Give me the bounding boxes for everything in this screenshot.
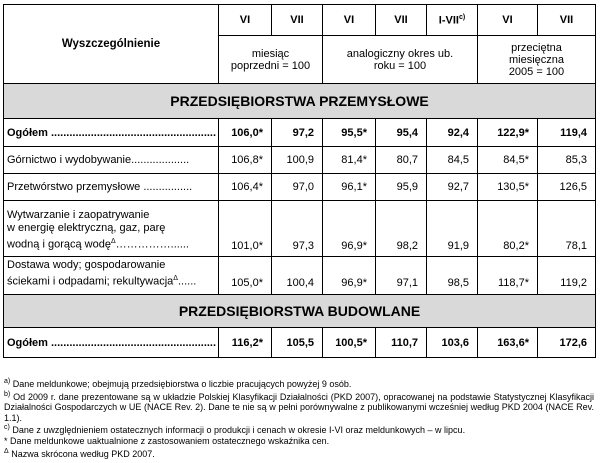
cell: 105,0* [219, 257, 272, 295]
table-row [4, 119, 596, 147]
section-title: PRZEDSIĘBIORSTWA PRZEMYSŁOWE [4, 84, 596, 119]
header-month: VI [478, 5, 538, 36]
cell: 100,9 [272, 147, 323, 174]
cell: 106,8* [219, 147, 272, 174]
header-month: VII [376, 5, 427, 36]
cell: 116,2* [219, 328, 272, 358]
table-row [4, 147, 596, 174]
cell: 95,4 [376, 119, 427, 147]
cell: 97,1 [376, 257, 427, 295]
cell: 172,6 [538, 328, 596, 358]
table-row [4, 328, 596, 358]
cell: 101,0* [219, 201, 272, 257]
cell: 118,7* [478, 257, 538, 295]
header-month: VI [219, 5, 272, 36]
section-title: PRZEDSIĘBIORSTWA BUDOWLANE [4, 295, 596, 328]
cell: 92,7 [427, 174, 478, 201]
cell: 81,4* [323, 147, 376, 174]
cell: 106,0* [219, 119, 272, 147]
row-label: Górnictwo i wydobywanie................... [4, 147, 219, 174]
footnote-c: $^{c)}$ Dane z uwzględnieniem ostatecznych informacji o produkcji i cenach w okresie I-VI oraz meldunkowych – w lipcu. [4, 424, 466, 436]
row-label [4, 201, 219, 257]
header-month: VII [272, 5, 323, 36]
cell: 97,0 [272, 174, 323, 201]
footnotes [4, 377, 594, 459]
cell: 84,5 [427, 147, 478, 174]
header-month: VII [538, 5, 596, 36]
header-group: analogiczny okres ub. roku = 100 [323, 36, 478, 84]
row-label: Ogółem ...................................................... [4, 119, 219, 147]
header-group: miesiąc poprzedni = 100 [219, 36, 323, 84]
footnote-star: * Dane meldunkowe uaktualnione z zastosowaniem ostatecznego wskaźnika cen. [4, 435, 330, 446]
cell: 98,2 [376, 201, 427, 257]
cell: 163,6* [478, 328, 538, 358]
cell: 100,4 [272, 257, 323, 295]
row-label-line: Wytwarzanie i zaopatrywanie [7, 209, 150, 222]
cell: 97,2 [272, 119, 323, 147]
footnote-a: $^{a)}$ Dane meldunkowe; obejmują przedsiębiorstwa o liczbie pracujących powyżej 9 osób. [4, 378, 352, 389]
cell: 91,9 [427, 201, 478, 257]
row-label-line: wodną i gorącą wodę$^\Delta$……………...... [7, 238, 189, 251]
cell: 78,1 [538, 201, 596, 257]
cell: 122,9* [478, 119, 538, 147]
row-label: Ogółem ...................................................... [4, 328, 219, 358]
cell: 105,5 [272, 328, 323, 358]
table-row [4, 174, 596, 201]
cell: 100,5* [323, 328, 376, 358]
cell: 95,5* [323, 119, 376, 147]
cell: 84,5* [478, 147, 538, 174]
row-label [4, 257, 219, 295]
cell: 80,2* [478, 201, 538, 257]
cell: 119,4 [538, 119, 596, 147]
header-month: VI [323, 5, 376, 36]
cell: 97,3 [272, 201, 323, 257]
cell: 80,7 [376, 147, 427, 174]
cell: 130,5* [478, 174, 538, 201]
header-month-cumulative: I-VII$^{c)}$ [427, 5, 478, 36]
cell: 126,5 [538, 174, 596, 201]
cell: 103,6 [427, 328, 478, 358]
cell: 119,2 [538, 257, 596, 295]
cell: 95,9 [376, 174, 427, 201]
footnote-delta: $^\Delta$ Nazwa skrócona według PKD 2007. [4, 447, 155, 459]
cell: 85,3 [538, 147, 596, 174]
header-group: przeciętna miesięczna 2005 = 100 [478, 36, 596, 84]
table-row [4, 201, 596, 257]
row-label-line: w energię elektryczną, gaz, parę [7, 222, 166, 235]
cell: 110,7 [376, 328, 427, 358]
row-label: Przetwórstwo przemysłowe ................ [4, 174, 219, 201]
header-label: Wyszczególnienie [4, 5, 219, 84]
cell: 92,4 [427, 119, 478, 147]
cell: 96,1* [323, 174, 376, 201]
table-row [4, 257, 596, 295]
cell: 96,9* [323, 201, 376, 257]
row-label-line: Dostawa wody; gospodarowanie [7, 259, 166, 272]
cell: 96,9* [323, 257, 376, 295]
row-label-line: ściekami i odpadami; rekultywacja$^\Delta$...... [7, 275, 197, 288]
cell: 98,5 [427, 257, 478, 295]
footnote-b: $^{b)}$ Od 2009 r. dane prezentowane są w układzie Polskiej Klasyfikacji Działalności (PKD 2007), opracowanej na podstawie Statystycznej Klasyfikacji Działalności Gospodarczych w UE (NACE Rev. 2). Dane te nie są w pełni porównywalne z publikowanymi wcześniej według PKD 2004 (NACE Rev. 1.1). [4, 390, 594, 423]
cell: 106,4* [219, 174, 272, 201]
data-table [3, 4, 596, 358]
